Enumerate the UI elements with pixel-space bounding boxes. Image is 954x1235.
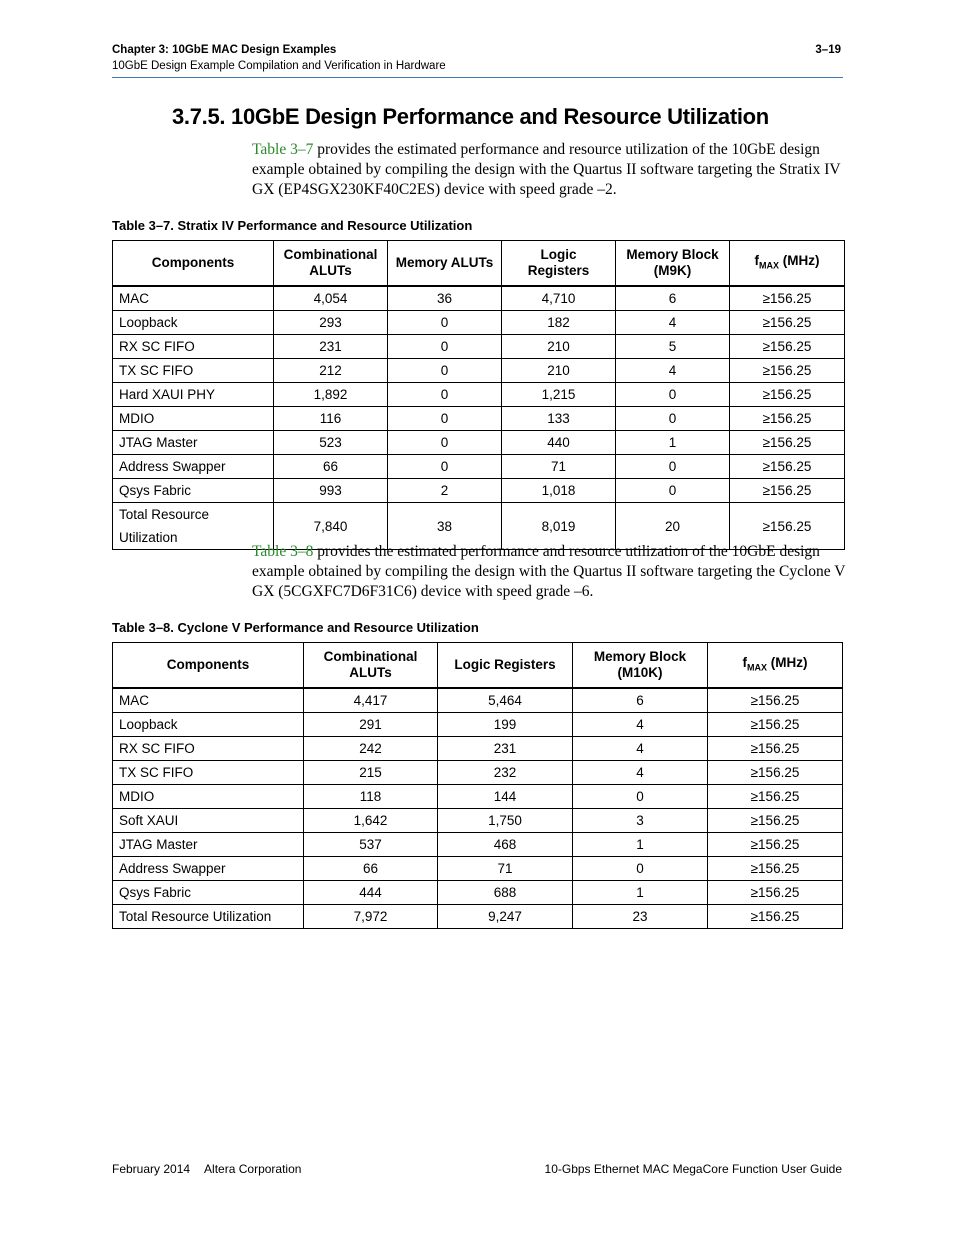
col-header-components: Components [113, 241, 274, 287]
component-name-cell: Total Resource Utilization [113, 503, 274, 550]
table-row [113, 833, 843, 857]
component-name-cell: Loopback [113, 713, 304, 737]
table-row [113, 335, 845, 359]
value-cell: ≥156.25 [708, 688, 843, 713]
component-name-cell: TX SC FIFO [113, 761, 304, 785]
value-cell: 1,215 [502, 383, 616, 407]
chapter-title: Chapter 3: 10GbE MAC Design Examples [112, 44, 337, 56]
value-cell: 66 [274, 455, 388, 479]
component-name-cell: MDIO [113, 407, 274, 431]
col-header-memory-block: Memory Block (M9K) [616, 241, 730, 287]
footer-date: February 2014 [112, 1162, 191, 1176]
value-cell: ≥156.25 [730, 311, 845, 335]
table-row [113, 311, 845, 335]
value-cell: 212 [274, 359, 388, 383]
header-rule [112, 77, 843, 78]
component-name-cell: MAC [113, 688, 304, 713]
value-cell: 199 [438, 713, 573, 737]
component-name-cell: JTAG Master [113, 833, 304, 857]
value-cell: 215 [304, 761, 438, 785]
value-cell: 1,018 [502, 479, 616, 503]
value-cell: 3 [573, 809, 708, 833]
value-cell: 4 [573, 737, 708, 761]
value-cell: 0 [616, 455, 730, 479]
value-cell: 1 [573, 881, 708, 905]
component-name-cell: RX SC FIFO [113, 737, 304, 761]
value-cell: ≥156.25 [708, 713, 843, 737]
value-cell: ≥156.25 [730, 286, 845, 311]
component-name-cell: Address Swapper [113, 455, 274, 479]
table-row [113, 761, 843, 785]
value-cell: 468 [438, 833, 573, 857]
value-cell: 118 [304, 785, 438, 809]
component-name-cell: MAC [113, 286, 274, 311]
value-cell: ≥156.25 [730, 407, 845, 431]
value-cell: 993 [274, 479, 388, 503]
table-row [113, 881, 843, 905]
intro-paragraph-2 [252, 542, 852, 602]
paragraph-text: provides the estimated performance and resource utilization of the 10GbE design example obtained by compiling the design with the Quartus II software targeting the Stratix IV GX (EP4SGX230KF40C2ES) device with speed grade –2. [252, 141, 841, 198]
value-cell: 688 [438, 881, 573, 905]
value-cell: 66 [304, 857, 438, 881]
footer-company: Altera Corporation [204, 1162, 302, 1176]
value-cell: ≥156.25 [730, 383, 845, 407]
component-name-cell: Qsys Fabric [113, 881, 304, 905]
col-header-logic-registers: Logic Registers [438, 643, 573, 689]
value-cell: 0 [388, 359, 502, 383]
value-cell: ≥156.25 [708, 881, 843, 905]
footer-left [112, 1162, 301, 1176]
col-header-combinational-aluts: Combinational ALUTs [274, 241, 388, 287]
col-header-fmax: $f_{MAX}$ (MHz) [730, 241, 845, 287]
value-cell: 71 [438, 857, 573, 881]
value-cell: 1 [616, 431, 730, 455]
intro-paragraph-1 [252, 140, 852, 200]
value-cell: 116 [274, 407, 388, 431]
value-cell: 537 [304, 833, 438, 857]
component-name-cell: Total Resource Utilization [113, 905, 304, 929]
value-cell: 7,840 [274, 503, 388, 550]
cyclone-v-table [112, 642, 843, 929]
table-row [113, 359, 845, 383]
section-heading: 3.7.5. 10GbE Design Performance and Resource Utilization [172, 104, 769, 129]
value-cell: 182 [502, 311, 616, 335]
value-cell: 1,892 [274, 383, 388, 407]
value-cell: ≥156.25 [708, 833, 843, 857]
value-cell: 4,054 [274, 286, 388, 311]
value-cell: 4 [573, 713, 708, 737]
value-cell: ≥156.25 [730, 359, 845, 383]
table-row [113, 737, 843, 761]
component-name-cell: Address Swapper [113, 857, 304, 881]
value-cell: 440 [502, 431, 616, 455]
component-name-cell: Hard XAUI PHY [113, 383, 274, 407]
table-row [113, 857, 843, 881]
stratix-iv-table [112, 240, 845, 550]
value-cell: 231 [274, 335, 388, 359]
table-row [113, 785, 843, 809]
value-cell: 242 [304, 737, 438, 761]
value-cell: 144 [438, 785, 573, 809]
page-header [112, 42, 843, 74]
value-cell: 231 [438, 737, 573, 761]
table-row [113, 688, 843, 713]
value-cell: 38 [388, 503, 502, 550]
table-row [113, 809, 843, 833]
value-cell: 4 [616, 311, 730, 335]
value-cell: ≥156.25 [708, 761, 843, 785]
value-cell: 0 [616, 479, 730, 503]
value-cell: 210 [502, 359, 616, 383]
table-row [113, 455, 845, 479]
value-cell: 4,710 [502, 286, 616, 311]
value-cell: 291 [304, 713, 438, 737]
value-cell: 232 [438, 761, 573, 785]
footer-doc-title: 10-Gbps Ethernet MAC MegaCore Function User Guide [544, 1162, 842, 1176]
value-cell: ≥156.25 [708, 809, 843, 833]
value-cell: 0 [388, 311, 502, 335]
value-cell: 6 [573, 688, 708, 713]
value-cell: ≥156.25 [708, 785, 843, 809]
col-header-components: Components [113, 643, 304, 689]
value-cell: 4,417 [304, 688, 438, 713]
value-cell: 0 [388, 335, 502, 359]
value-cell: 0 [616, 383, 730, 407]
value-cell: 20 [616, 503, 730, 550]
table-row [113, 431, 845, 455]
component-name-cell: JTAG Master [113, 431, 274, 455]
col-header-memory-block: Memory Block (M10K) [573, 643, 708, 689]
col-header-combinational-aluts: Combinational ALUTs [304, 643, 438, 689]
value-cell: 210 [502, 335, 616, 359]
value-cell: 0 [388, 455, 502, 479]
component-name-cell: MDIO [113, 785, 304, 809]
value-cell: 4 [573, 761, 708, 785]
value-cell: 9,247 [438, 905, 573, 929]
component-name-cell: Soft XAUI [113, 809, 304, 833]
value-cell: 5,464 [438, 688, 573, 713]
component-name-cell: TX SC FIFO [113, 359, 274, 383]
paragraph-text: provides the estimated performance and resource utilization of the 10GbE design example obtained by compiling the design with the Quartus II software targeting the Cyclone V GX (5CGXFC7D6F31C6) device with speed grade –6. [252, 543, 846, 600]
value-cell: 1,750 [438, 809, 573, 833]
value-cell: 8,019 [502, 503, 616, 550]
table-3-7-link[interactable]: Table 3–7 [252, 141, 314, 158]
table-row [113, 286, 845, 311]
table-row [113, 905, 843, 929]
component-name-cell: Loopback [113, 311, 274, 335]
table-row [113, 383, 845, 407]
value-cell: ≥156.25 [730, 335, 845, 359]
value-cell: 0 [573, 785, 708, 809]
value-cell: 71 [502, 455, 616, 479]
value-cell: 0 [616, 407, 730, 431]
table-3-8-link[interactable]: Table 3–8 [252, 543, 314, 560]
value-cell: 0 [573, 857, 708, 881]
value-cell: 133 [502, 407, 616, 431]
value-cell: ≥156.25 [708, 857, 843, 881]
value-cell: ≥156.25 [708, 905, 843, 929]
table-row [113, 713, 843, 737]
value-cell: ≥156.25 [708, 737, 843, 761]
value-cell: 293 [274, 311, 388, 335]
value-cell: 0 [388, 407, 502, 431]
value-cell: 1 [573, 833, 708, 857]
value-cell: 2 [388, 479, 502, 503]
value-cell: 444 [304, 881, 438, 905]
value-cell: 0 [388, 383, 502, 407]
section-subtitle: 10GbE Design Example Compilation and Verification in Hardware [112, 60, 446, 72]
col-header-memory-aluts: Memory ALUTs [388, 241, 502, 287]
table-3-8-caption: Table 3–8. Cyclone V Performance and Resource Utilization [112, 620, 479, 635]
component-name-cell: Qsys Fabric [113, 479, 274, 503]
value-cell: ≥156.25 [730, 503, 845, 550]
value-cell: ≥156.25 [730, 431, 845, 455]
value-cell: 36 [388, 286, 502, 311]
value-cell: 6 [616, 286, 730, 311]
table-row [113, 479, 845, 503]
table-row [113, 407, 845, 431]
value-cell: ≥156.25 [730, 455, 845, 479]
value-cell: 7,972 [304, 905, 438, 929]
page-number: 3–19 [815, 44, 841, 56]
table-header-row [113, 241, 845, 287]
value-cell: 523 [274, 431, 388, 455]
value-cell: ≥156.25 [730, 479, 845, 503]
value-cell: 1,642 [304, 809, 438, 833]
value-cell: 0 [388, 431, 502, 455]
table-header-row [113, 643, 843, 689]
value-cell: 5 [616, 335, 730, 359]
value-cell: 23 [573, 905, 708, 929]
col-header-fmax: $f_{MAX}$ (MHz) [708, 643, 843, 689]
value-cell: 4 [616, 359, 730, 383]
table-3-7-caption: Table 3–7. Stratix IV Performance and Resource Utilization [112, 218, 473, 233]
col-header-logic-registers: Logic Registers [502, 241, 616, 287]
component-name-cell: RX SC FIFO [113, 335, 274, 359]
